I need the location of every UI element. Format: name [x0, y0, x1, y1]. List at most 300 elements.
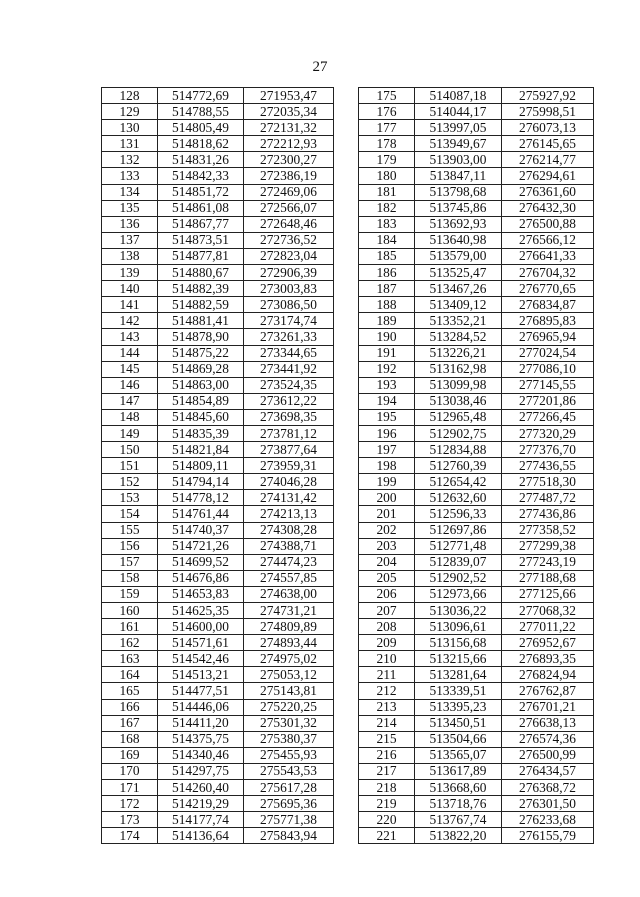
- table-row: [102, 538, 334, 554]
- y-coordinate-cell: 275053,12: [244, 667, 334, 683]
- point-number-cell: 164: [102, 667, 158, 683]
- point-number-cell: 220: [359, 812, 415, 828]
- point-number-cell: 198: [359, 458, 415, 474]
- y-coordinate-cell: 272906,39: [244, 265, 334, 281]
- x-coordinate-cell: 513997,05: [415, 120, 502, 136]
- x-coordinate-cell: 513162,98: [415, 361, 502, 377]
- point-number-cell: 206: [359, 586, 415, 602]
- x-coordinate-cell: 513903,00: [415, 152, 502, 168]
- point-number-cell: 193: [359, 377, 415, 393]
- point-number-cell: 181: [359, 184, 415, 200]
- x-coordinate-cell: 513718,76: [415, 796, 502, 812]
- y-coordinate-cell: 277145,55: [502, 377, 594, 393]
- y-coordinate-cell: 275843,94: [244, 828, 334, 844]
- table-row: [102, 635, 334, 651]
- table-row: [102, 442, 334, 458]
- table-row: [102, 216, 334, 232]
- table-row: [359, 522, 594, 538]
- table-row: [359, 248, 594, 264]
- table-row: [359, 619, 594, 635]
- x-coordinate-cell: 513692,93: [415, 216, 502, 232]
- table-row: [359, 506, 594, 522]
- y-coordinate-cell: 276214,77: [502, 152, 594, 168]
- table-row: [359, 377, 594, 393]
- point-number-cell: 215: [359, 731, 415, 747]
- table-row: [359, 586, 594, 602]
- point-number-cell: 201: [359, 506, 415, 522]
- y-coordinate-cell: 276155,79: [502, 828, 594, 844]
- table-row: [359, 104, 594, 120]
- y-coordinate-cell: 272823,04: [244, 248, 334, 264]
- table-row: [102, 828, 334, 844]
- y-coordinate-cell: 274731,21: [244, 603, 334, 619]
- x-coordinate-cell: 514845,60: [158, 409, 244, 425]
- x-coordinate-cell: 513156,68: [415, 635, 502, 651]
- y-coordinate-cell: 277320,29: [502, 425, 594, 441]
- point-number-cell: 188: [359, 297, 415, 313]
- x-coordinate-cell: 514653,83: [158, 586, 244, 602]
- x-coordinate-cell: 513281,64: [415, 667, 502, 683]
- table-row: [359, 490, 594, 506]
- point-number-cell: 145: [102, 361, 158, 377]
- y-coordinate-cell: 274046,28: [244, 474, 334, 490]
- x-coordinate-cell: 513847,11: [415, 168, 502, 184]
- y-coordinate-cell: 277086,10: [502, 361, 594, 377]
- x-coordinate-cell: 514411,20: [158, 715, 244, 731]
- table-row: [102, 812, 334, 828]
- y-coordinate-cell: 275617,28: [244, 780, 334, 796]
- point-number-cell: 216: [359, 747, 415, 763]
- table-row: [359, 88, 594, 104]
- point-number-cell: 209: [359, 635, 415, 651]
- table-row: [102, 409, 334, 425]
- table-row: [102, 522, 334, 538]
- x-coordinate-cell: 514761,44: [158, 506, 244, 522]
- y-coordinate-cell: 275771,38: [244, 812, 334, 828]
- x-coordinate-cell: 514772,69: [158, 88, 244, 104]
- table-row: [102, 120, 334, 136]
- point-number-cell: 146: [102, 377, 158, 393]
- x-coordinate-cell: 514542,46: [158, 651, 244, 667]
- point-number-cell: 212: [359, 683, 415, 699]
- x-coordinate-cell: 514873,51: [158, 232, 244, 248]
- x-coordinate-cell: 513036,22: [415, 603, 502, 619]
- table-row: [359, 442, 594, 458]
- table-row: [359, 345, 594, 361]
- y-coordinate-cell: 271953,47: [244, 88, 334, 104]
- table-row: [102, 683, 334, 699]
- x-coordinate-cell: 513579,00: [415, 248, 502, 264]
- y-coordinate-cell: 276965,94: [502, 329, 594, 345]
- table-row: [359, 715, 594, 731]
- y-coordinate-cell: 275998,51: [502, 104, 594, 120]
- point-number-cell: 129: [102, 104, 158, 120]
- point-number-cell: 204: [359, 554, 415, 570]
- y-coordinate-cell: 277436,55: [502, 458, 594, 474]
- table-row: [359, 281, 594, 297]
- point-number-cell: 160: [102, 603, 158, 619]
- x-coordinate-cell: 514809,11: [158, 458, 244, 474]
- y-coordinate-cell: 276301,50: [502, 796, 594, 812]
- table-row: [102, 796, 334, 812]
- y-coordinate-cell: 273261,33: [244, 329, 334, 345]
- point-number-cell: 158: [102, 570, 158, 586]
- y-coordinate-cell: 272386,19: [244, 168, 334, 184]
- y-coordinate-cell: 276368,72: [502, 780, 594, 796]
- y-coordinate-cell: 276701,21: [502, 699, 594, 715]
- point-number-cell: 176: [359, 104, 415, 120]
- point-number-cell: 200: [359, 490, 415, 506]
- coordinates-table-right: [358, 87, 594, 844]
- x-coordinate-cell: 514625,35: [158, 603, 244, 619]
- point-number-cell: 221: [359, 828, 415, 844]
- y-coordinate-cell: 272035,34: [244, 104, 334, 120]
- x-coordinate-cell: 514740,37: [158, 522, 244, 538]
- table-row: [102, 747, 334, 763]
- point-number-cell: 154: [102, 506, 158, 522]
- x-coordinate-cell: 514882,39: [158, 281, 244, 297]
- table-row: [102, 88, 334, 104]
- point-number-cell: 211: [359, 667, 415, 683]
- x-coordinate-cell: 513767,74: [415, 812, 502, 828]
- x-coordinate-cell: 514821,84: [158, 442, 244, 458]
- x-coordinate-cell: 513745,86: [415, 200, 502, 216]
- point-number-cell: 199: [359, 474, 415, 490]
- table-row: [359, 120, 594, 136]
- point-number-cell: 196: [359, 425, 415, 441]
- table-row: [359, 409, 594, 425]
- point-number-cell: 151: [102, 458, 158, 474]
- x-coordinate-cell: 514721,26: [158, 538, 244, 554]
- y-coordinate-cell: 276574,36: [502, 731, 594, 747]
- point-number-cell: 169: [102, 747, 158, 763]
- x-coordinate-cell: 512902,52: [415, 570, 502, 586]
- y-coordinate-cell: 276834,87: [502, 297, 594, 313]
- y-coordinate-cell: 274474,23: [244, 554, 334, 570]
- x-coordinate-cell: 514788,55: [158, 104, 244, 120]
- y-coordinate-cell: 272131,32: [244, 120, 334, 136]
- y-coordinate-cell: 275927,92: [502, 88, 594, 104]
- table-row: [359, 361, 594, 377]
- y-coordinate-cell: 276641,33: [502, 248, 594, 264]
- x-coordinate-cell: 513450,51: [415, 715, 502, 731]
- table-row: [102, 715, 334, 731]
- x-coordinate-cell: 513395,23: [415, 699, 502, 715]
- y-coordinate-cell: 276500,88: [502, 216, 594, 232]
- point-number-cell: 135: [102, 200, 158, 216]
- y-coordinate-cell: 276952,67: [502, 635, 594, 651]
- point-number-cell: 189: [359, 313, 415, 329]
- table-row: [359, 538, 594, 554]
- y-coordinate-cell: 274893,44: [244, 635, 334, 651]
- y-coordinate-cell: 273524,35: [244, 377, 334, 393]
- point-number-cell: 218: [359, 780, 415, 796]
- table-row: [359, 136, 594, 152]
- x-coordinate-cell: 514851,72: [158, 184, 244, 200]
- y-coordinate-cell: 277266,45: [502, 409, 594, 425]
- point-number-cell: 149: [102, 425, 158, 441]
- point-number-cell: 148: [102, 409, 158, 425]
- y-coordinate-cell: 276824,94: [502, 667, 594, 683]
- y-coordinate-cell: 277011,22: [502, 619, 594, 635]
- x-coordinate-cell: 514842,33: [158, 168, 244, 184]
- point-number-cell: 208: [359, 619, 415, 635]
- y-coordinate-cell: 273959,31: [244, 458, 334, 474]
- x-coordinate-cell: 514571,61: [158, 635, 244, 651]
- table-row: [102, 313, 334, 329]
- x-coordinate-cell: 514375,75: [158, 731, 244, 747]
- table-row: [102, 586, 334, 602]
- y-coordinate-cell: 277436,86: [502, 506, 594, 522]
- point-number-cell: 144: [102, 345, 158, 361]
- y-coordinate-cell: 275301,32: [244, 715, 334, 731]
- y-coordinate-cell: 272300,27: [244, 152, 334, 168]
- x-coordinate-cell: 514477,51: [158, 683, 244, 699]
- x-coordinate-cell: 514805,49: [158, 120, 244, 136]
- table-row: [102, 152, 334, 168]
- x-coordinate-cell: 513668,60: [415, 780, 502, 796]
- y-coordinate-cell: 274557,85: [244, 570, 334, 586]
- y-coordinate-cell: 276770,65: [502, 281, 594, 297]
- y-coordinate-cell: 275220,25: [244, 699, 334, 715]
- x-coordinate-cell: 514869,28: [158, 361, 244, 377]
- table-row: [359, 747, 594, 763]
- point-number-cell: 161: [102, 619, 158, 635]
- table-row: [102, 603, 334, 619]
- point-number-cell: 178: [359, 136, 415, 152]
- x-coordinate-cell: 512834,88: [415, 442, 502, 458]
- x-coordinate-cell: 514600,00: [158, 619, 244, 635]
- table-row: [359, 780, 594, 796]
- y-coordinate-cell: 275455,93: [244, 747, 334, 763]
- y-coordinate-cell: 273612,22: [244, 393, 334, 409]
- y-coordinate-cell: 277299,38: [502, 538, 594, 554]
- y-coordinate-cell: 276500,99: [502, 747, 594, 763]
- x-coordinate-cell: 513504,66: [415, 731, 502, 747]
- y-coordinate-cell: 277358,52: [502, 522, 594, 538]
- x-coordinate-cell: 514877,81: [158, 248, 244, 264]
- table-row: [102, 651, 334, 667]
- x-coordinate-cell: 514446,06: [158, 699, 244, 715]
- y-coordinate-cell: 277376,70: [502, 442, 594, 458]
- x-coordinate-cell: 513467,26: [415, 281, 502, 297]
- table-row: [102, 425, 334, 441]
- x-coordinate-cell: 513284,52: [415, 329, 502, 345]
- point-number-cell: 210: [359, 651, 415, 667]
- table-row: [102, 554, 334, 570]
- y-coordinate-cell: 275380,37: [244, 731, 334, 747]
- table-row: [102, 377, 334, 393]
- table-row: [359, 683, 594, 699]
- point-number-cell: 163: [102, 651, 158, 667]
- y-coordinate-cell: 274809,89: [244, 619, 334, 635]
- page-number: 27: [312, 59, 328, 75]
- table-row: [102, 490, 334, 506]
- point-number-cell: 165: [102, 683, 158, 699]
- point-number-cell: 167: [102, 715, 158, 731]
- y-coordinate-cell: 274638,00: [244, 586, 334, 602]
- table-row: [102, 136, 334, 152]
- point-number-cell: 184: [359, 232, 415, 248]
- table-row: [359, 635, 594, 651]
- point-number-cell: 140: [102, 281, 158, 297]
- x-coordinate-cell: 512654,42: [415, 474, 502, 490]
- table-row: [102, 361, 334, 377]
- x-coordinate-cell: 512839,07: [415, 554, 502, 570]
- point-number-cell: 139: [102, 265, 158, 281]
- x-coordinate-cell: 514831,26: [158, 152, 244, 168]
- point-number-cell: 179: [359, 152, 415, 168]
- x-coordinate-cell: 513352,21: [415, 313, 502, 329]
- x-coordinate-cell: 514878,90: [158, 329, 244, 345]
- y-coordinate-cell: 274213,13: [244, 506, 334, 522]
- point-number-cell: 172: [102, 796, 158, 812]
- table-row: [359, 152, 594, 168]
- point-number-cell: 142: [102, 313, 158, 329]
- table-row: [359, 458, 594, 474]
- y-coordinate-cell: 273086,50: [244, 297, 334, 313]
- y-coordinate-cell: 273174,74: [244, 313, 334, 329]
- y-coordinate-cell: 276294,61: [502, 168, 594, 184]
- y-coordinate-cell: 272648,46: [244, 216, 334, 232]
- point-number-cell: 173: [102, 812, 158, 828]
- y-coordinate-cell: 277243,19: [502, 554, 594, 570]
- y-coordinate-cell: 277201,86: [502, 393, 594, 409]
- x-coordinate-cell: 514863,00: [158, 377, 244, 393]
- point-number-cell: 147: [102, 393, 158, 409]
- point-number-cell: 182: [359, 200, 415, 216]
- y-coordinate-cell: 273877,64: [244, 442, 334, 458]
- x-coordinate-cell: 512965,48: [415, 409, 502, 425]
- table-row: [102, 763, 334, 779]
- point-number-cell: 157: [102, 554, 158, 570]
- x-coordinate-cell: 513096,61: [415, 619, 502, 635]
- y-coordinate-cell: 277487,72: [502, 490, 594, 506]
- x-coordinate-cell: 514882,59: [158, 297, 244, 313]
- x-coordinate-cell: 514676,86: [158, 570, 244, 586]
- point-number-cell: 150: [102, 442, 158, 458]
- x-coordinate-cell: 513525,47: [415, 265, 502, 281]
- point-number-cell: 219: [359, 796, 415, 812]
- point-number-cell: 162: [102, 635, 158, 651]
- table-row: [359, 731, 594, 747]
- point-number-cell: 143: [102, 329, 158, 345]
- point-number-cell: 159: [102, 586, 158, 602]
- x-coordinate-cell: 514260,40: [158, 780, 244, 796]
- x-coordinate-cell: 513822,20: [415, 828, 502, 844]
- y-coordinate-cell: 274131,42: [244, 490, 334, 506]
- y-coordinate-cell: 276638,13: [502, 715, 594, 731]
- x-coordinate-cell: 513215,66: [415, 651, 502, 667]
- x-coordinate-cell: 513617,89: [415, 763, 502, 779]
- x-coordinate-cell: 513565,07: [415, 747, 502, 763]
- point-number-cell: 194: [359, 393, 415, 409]
- y-coordinate-cell: 272212,93: [244, 136, 334, 152]
- x-coordinate-cell: 514087,18: [415, 88, 502, 104]
- y-coordinate-cell: 277068,32: [502, 603, 594, 619]
- table-row: [102, 474, 334, 490]
- table-row: [359, 232, 594, 248]
- point-number-cell: 197: [359, 442, 415, 458]
- y-coordinate-cell: 272469,06: [244, 184, 334, 200]
- point-number-cell: 134: [102, 184, 158, 200]
- x-coordinate-cell: 514835,39: [158, 425, 244, 441]
- x-coordinate-cell: 514875,22: [158, 345, 244, 361]
- point-number-cell: 183: [359, 216, 415, 232]
- point-number-cell: 213: [359, 699, 415, 715]
- x-coordinate-cell: 514297,75: [158, 763, 244, 779]
- table-row: [359, 200, 594, 216]
- point-number-cell: 186: [359, 265, 415, 281]
- table-row: [359, 796, 594, 812]
- table-row: [359, 425, 594, 441]
- y-coordinate-cell: 275543,53: [244, 763, 334, 779]
- x-coordinate-cell: 514699,52: [158, 554, 244, 570]
- point-number-cell: 152: [102, 474, 158, 490]
- x-coordinate-cell: 512596,33: [415, 506, 502, 522]
- point-number-cell: 131: [102, 136, 158, 152]
- x-coordinate-cell: 513099,98: [415, 377, 502, 393]
- point-number-cell: 202: [359, 522, 415, 538]
- x-coordinate-cell: 513409,12: [415, 297, 502, 313]
- point-number-cell: 136: [102, 216, 158, 232]
- y-coordinate-cell: 273441,92: [244, 361, 334, 377]
- y-coordinate-cell: 276361,60: [502, 184, 594, 200]
- y-coordinate-cell: 276434,57: [502, 763, 594, 779]
- x-coordinate-cell: 514044,17: [415, 104, 502, 120]
- x-coordinate-cell: 514861,08: [158, 200, 244, 216]
- x-coordinate-cell: 513339,51: [415, 683, 502, 699]
- x-coordinate-cell: 514340,46: [158, 747, 244, 763]
- table-row: [102, 699, 334, 715]
- point-number-cell: 130: [102, 120, 158, 136]
- x-coordinate-cell: 512902,75: [415, 425, 502, 441]
- y-coordinate-cell: 276073,13: [502, 120, 594, 136]
- table-row: [102, 619, 334, 635]
- table-row: [102, 570, 334, 586]
- point-number-cell: 138: [102, 248, 158, 264]
- point-number-cell: 128: [102, 88, 158, 104]
- point-number-cell: 205: [359, 570, 415, 586]
- y-coordinate-cell: 276432,30: [502, 200, 594, 216]
- point-number-cell: 217: [359, 763, 415, 779]
- point-number-cell: 180: [359, 168, 415, 184]
- x-coordinate-cell: 514818,62: [158, 136, 244, 152]
- point-number-cell: 170: [102, 763, 158, 779]
- y-coordinate-cell: 272736,52: [244, 232, 334, 248]
- table-row: [102, 329, 334, 345]
- point-number-cell: 191: [359, 345, 415, 361]
- y-coordinate-cell: 276145,65: [502, 136, 594, 152]
- point-number-cell: 171: [102, 780, 158, 796]
- table-row: [102, 281, 334, 297]
- y-coordinate-cell: 277024,54: [502, 345, 594, 361]
- table-row: [102, 248, 334, 264]
- table-row: [359, 570, 594, 586]
- coordinates-table-left: [101, 87, 334, 844]
- table-row: [359, 329, 594, 345]
- x-coordinate-cell: 512632,60: [415, 490, 502, 506]
- point-number-cell: 214: [359, 715, 415, 731]
- table-row: [102, 667, 334, 683]
- point-number-cell: 132: [102, 152, 158, 168]
- y-coordinate-cell: 274388,71: [244, 538, 334, 554]
- x-coordinate-cell: 513038,46: [415, 393, 502, 409]
- point-number-cell: 133: [102, 168, 158, 184]
- x-coordinate-cell: 512697,86: [415, 522, 502, 538]
- table-row: [359, 265, 594, 281]
- table-row: [359, 763, 594, 779]
